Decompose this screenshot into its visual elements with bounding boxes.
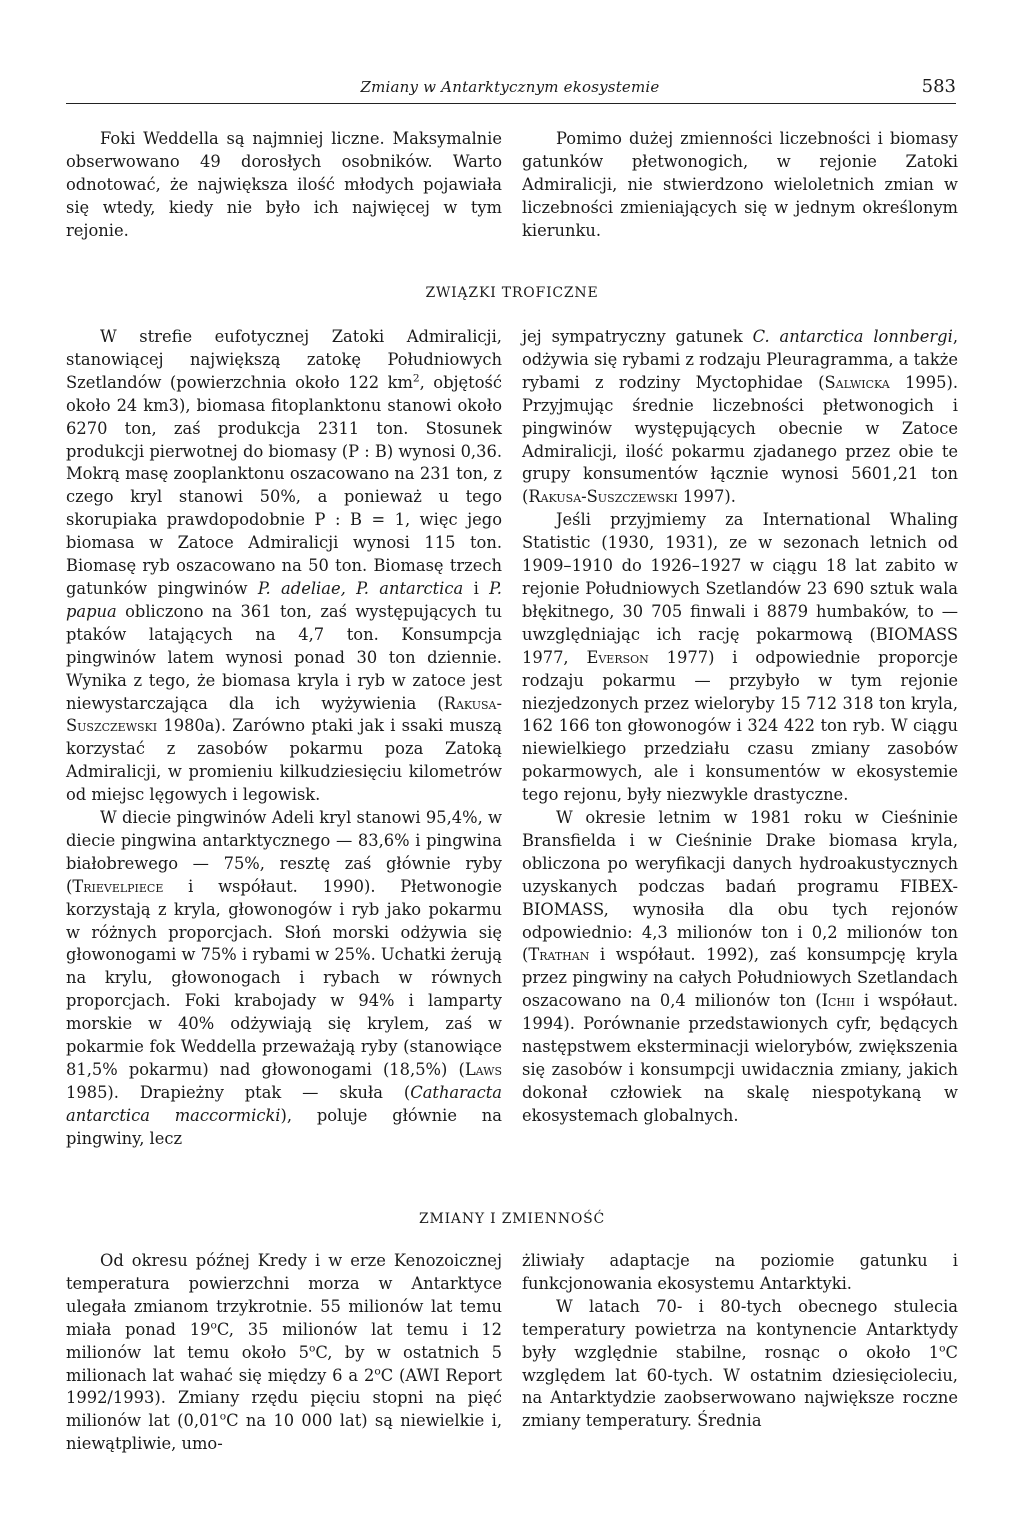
section-heading-changes: ZMIANY I ZMIENNOŚĆ xyxy=(418,1211,606,1227)
text-span: 1997). xyxy=(677,487,736,507)
citation-author: Rakusa-Suszczewski xyxy=(66,693,502,736)
trophic-right-column xyxy=(522,326,958,1128)
text-span: 1980a). Zarówno ptaki jak i ssaki muszą korzystać z zasobów pokarmu poza Zatoką Admiralicji, w promieniu kilkudziesięciu kilometrów od miejsc lęgowych i legowisk. xyxy=(66,716,502,805)
text-span: i współaut. 1990). Płetwonogie korzystają z kryla, głowonogów i ryb jako pokarmu w różnych proporcjach. Słoń morski odżywia się głowonogami w 75% i rybami w 25%. Uchatki żerują na krylu, głowonogach i rybach w równych proporcjach. Foki krabojady w 94% i lamparty morskie w 40% odżywiają się krylem, zaś w pokarmie fok Weddella przeważają ryby (stanowiące 81,5% pokarmu) nad głowonogami (18,5%) ( xyxy=(66,876,502,1079)
text-span: W diecie pingwinów Adeli kryl stanowi 95,4%, w diecie pingwina antarktycznego — 83,6% i pingwina białobrewego — 75%, resztę zaś głównie ryby ( xyxy=(66,808,502,896)
species-name: C. antarctica lonnbergi xyxy=(752,327,953,346)
paragraph-sea-temperature xyxy=(66,1250,502,1456)
paragraph-krill-biomass-1981 xyxy=(522,807,958,1128)
section-heading-trophic: ZWIĄZKI TROFICZNE xyxy=(425,285,599,301)
citation-author: Trathan xyxy=(528,945,590,965)
text-span: i współaut. 1992), zaś konsumpcję kryla przez pingwiny na całych Południowych Szetlandach oszacowano na 0,4 milionów ton ( xyxy=(522,945,958,1011)
text-span: C (AWI Report 1992/1993). Zmiany rzędu pięciu stopni na pięć milionów lat (0,01 xyxy=(66,1365,502,1431)
running-title: Zmiany w Antarktycznym ekosystemie xyxy=(360,78,660,96)
species-names: P. adeliae, P. antarctica xyxy=(257,578,464,598)
text-span: , odżywia się rybami z rodzaju Pleuragramma, a także rybami z rodziny Myctophidae ( xyxy=(522,327,958,392)
text-span: W strefie eufotycznej Zatoki Admiralicji, stanowiącej największą zatokę Południowych Szetlandów (powierzchnia około 122 km xyxy=(66,327,502,392)
superscript: o xyxy=(219,1410,227,1423)
text-span: C, 35 milionów lat temu i 12 milionów lat temu około 5 xyxy=(66,1319,502,1362)
paragraph-skua-continued xyxy=(522,326,958,509)
paragraph-whaling-statistics xyxy=(522,509,958,807)
superscript: o xyxy=(210,1319,217,1332)
text-span: W latach 70- i 80-tych obecnego stulecia temperatury powietrza na kontynencie Antarktydy były względnie stabilne, rosnąc o około 1 xyxy=(522,1296,958,1362)
text-span: Od okresu późnej Kredy i w erze Kenozoicznej temperatura powierzchni morza w Antarktyce ulegała zmianom trzykrotnie. 55 milionów lat temu miała ponad 19 xyxy=(66,1251,502,1339)
paragraph-euphotic-biomass xyxy=(66,326,502,807)
text-span: 1995). Przyjmując średnie liczebności płetwonogich i pingwinów występujących obecnie w Zatoce Admiralicji, ilość pokarmu zjadanego przez obie te grupy konsumentów łącznie wynosi 5601,21 ton ( xyxy=(522,372,958,507)
superscript: o xyxy=(308,1342,316,1355)
text-span: C, by w ostatnich 5 milionach lat wahać się między 6 a 2 xyxy=(66,1342,502,1385)
species-name: P. papua xyxy=(66,578,502,621)
citation-author: Salwicka xyxy=(824,372,890,392)
text-span: obliczono na 361 ton, zaś występujących tu ptaków latających na 4,7 ton. Konsumpcja pingwinów latem wynosi ponad 30 ton dziennie. Wynika z tego, że biomasa kryla i ryb w zatoce jest niewystarczająca dla ich wyżywienia ( xyxy=(66,601,502,713)
text-span: i współaut. 1994). Porównanie przedstawionych cyfr, będących następstwem eksterminacji wielorybów, zwiększenia się zasobów i konsumpcji uwidacznia zmiany, jakich dokonał człowiek na skalę niespotykaną w ekosystemach globalnych. xyxy=(522,991,958,1125)
top-left-column xyxy=(66,128,502,243)
citation-author: Everson xyxy=(586,647,649,667)
changes-left-column xyxy=(66,1250,502,1456)
superscript: o xyxy=(374,1365,381,1378)
paragraph-penguin-diet xyxy=(66,807,502,1151)
citation-author: Ichii xyxy=(821,991,855,1011)
paragraph-weddell-seals: Foki Weddella są najmniej liczne. Maksymalnie obserwowano 49 dorosłych osobników. Warto odnotować, że największa ilość młodych pojawiała się wtedy, kiedy nie było ich najwięcej w tym rejonie. xyxy=(66,129,502,240)
citation-author: Trievelpiece xyxy=(72,876,164,896)
paragraph-pinniped-variability: Pomimo dużej zmienności liczebności i biomasy gatunków płetwonogich, w rejonie Zatoki Admiralicji, nie stwierdzono wieloletnich zmian w liczebności zmieniających się w jednym określonym kierunku. xyxy=(522,129,958,240)
text-span: Jeśli przyjmiemy za International Whaling Statistic (1930, 1931), ze w sezonach letnich od 1909–1910 do 1926–1927 w ciągu 18 lat zabito w rejonie Południowych Szetlandów 23 690 sztuk wala błękitnego, 30 705 finwali i 8879 humbaków, to — uwzględniając ich rację pokarmową (BIOMASS 1977, xyxy=(522,510,958,667)
citation-author: Laws xyxy=(464,1060,502,1079)
text-span: ), poluje głównie na pingwiny, lecz xyxy=(66,1105,502,1148)
text-span: C na 10 000 lat) są niewielkie i, niewątpliwie, umo- xyxy=(66,1411,502,1454)
species-name: Catharacta antarctica maccormicki xyxy=(66,1082,502,1125)
changes-right-column xyxy=(522,1250,958,1433)
text-span: i xyxy=(463,578,490,598)
superscript: o xyxy=(939,1342,946,1355)
trophic-left-column xyxy=(66,326,502,1151)
paragraph-adaptation-continued: żliwiały adaptacje na poziomie gatunku i funkcjonowania ekosystemu Antarktyki. xyxy=(522,1251,958,1293)
top-right-column xyxy=(522,128,958,243)
citation-author: Rakusa-Suszczewski xyxy=(528,487,678,507)
header-rule xyxy=(66,103,956,104)
text-span: 1977) i odpowiednie proporcje rodzaju pokarmu — przybyło w tym rejonie niezjedzonych przez wieloryby 15 712 318 ton kryla, 162 166 ton głowonogów i 324 422 ton ryb. W ciągu niewielkiego przedziału czasu zmiany zasobów pokarmowych, ale i konsumentów w ekosystemie tego rejonu, były niezwykle drastyczne. xyxy=(522,647,958,805)
paragraph-air-temperature xyxy=(522,1296,958,1433)
page-number: 583 xyxy=(921,76,956,97)
text-span: jej sympatryczny gatunek xyxy=(522,327,753,346)
text-span: C względem lat 60-tych. W ostatnim dziesięcioleciu, na Antarktydzie zaobserwowano największe roczne zmiany temperatury. Średnia xyxy=(522,1342,958,1431)
text-span: , objętość około 24 km3), biomasa fitoplanktonu stanowi około 6270 ton, zaś produkcja 2311 ton. Stosunek produkcji pierwotnej do biomasy (P : B) wynosi 0,36. Mokrą masę zooplanktonu oszacowano na 231 ton, z czego kryl stanowi 50%, a ponieważ u tego skorupiaka prawdopodobnie P : B = 1, więc jego biomasa w Zatoce Admiralicji wynosi 115 ton. Biomasę ryb oszacowano na 50 ton. Biomasę trzech gatunków pingwinów xyxy=(66,372,503,598)
text-span: W okresie letnim w 1981 roku w Cieśninie Bransfielda i w Cieśninie Drake biomasa kryla, obliczona po weryfikacji danych hydroakustycznych uzyskanych podczas badań programu FIBEX-BIOMASS, wynosiła dla obu tych rejonów odpowiednio: 4,3 milionów ton i 0,2 milionów ton ( xyxy=(522,808,958,965)
text-span: 1985). Drapieżny ptak — skuła ( xyxy=(66,1082,411,1102)
superscript: 2 xyxy=(412,372,420,385)
